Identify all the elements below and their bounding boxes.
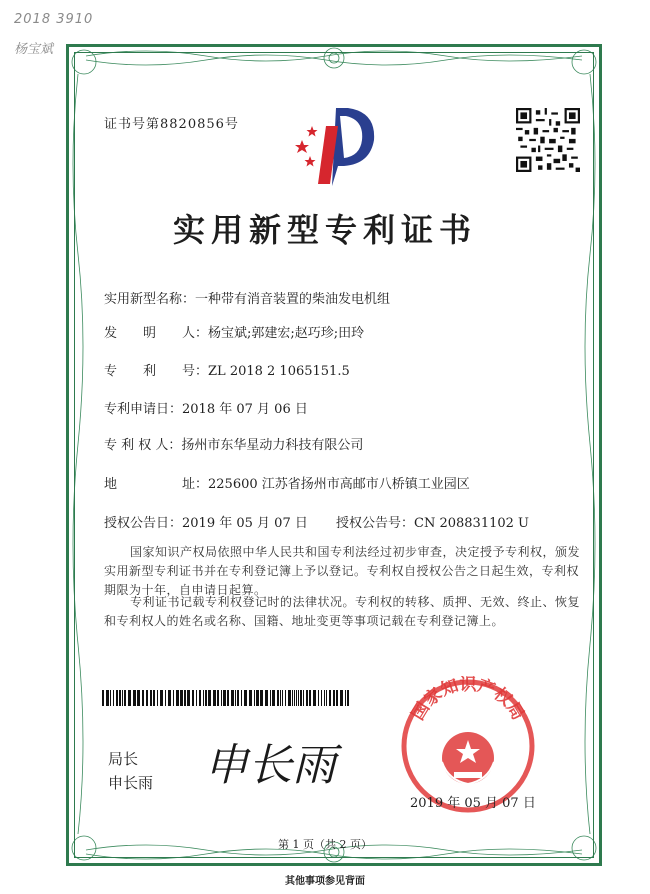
inventor-label: 发 明 人： (104, 326, 209, 341)
page-number: 第 1 页（共 2 页） (278, 838, 372, 851)
signature-text: 申长雨 (204, 740, 336, 791)
patent-office-logo-icon (288, 98, 380, 190)
inventor-value: 杨宝斌;郭建宏;赵巧珍;田玲 (208, 326, 365, 341)
seal-text: 国家知识产权局 (408, 676, 528, 724)
certificate-number (104, 113, 239, 132)
filing-date-value: 2018 年 07 月 06 日 (182, 402, 308, 417)
grant-date-row (104, 512, 308, 531)
utility-model-name-row (104, 288, 390, 307)
svg-text:国家知识产权局 (408, 676, 528, 724)
address-row (104, 473, 470, 492)
utility-model-name-value: 一种带有消音装置的柴油发电机组 (195, 292, 391, 307)
address-value: 225600 江苏省扬州市高邮市八桥镇工业园区 (208, 477, 470, 492)
certificate-number-label: 证书号第 (104, 117, 161, 132)
legal-status-paragraph: 专利证书记载专利权登记时的法律状况。专利权的转移、质押、无效、终止、恢复和专利权人的姓名或名称、国籍、地址变更等事项记载在专利登记簿上。 (104, 595, 581, 628)
grant-number-label: 授权公告号： (336, 516, 415, 531)
back-note: 其他事项参见背面 (285, 876, 365, 887)
filing-date-label: 专利申请日： (104, 402, 183, 417)
grant-date-label: 授权公告日： (104, 516, 183, 531)
patent-number-value: ZL 2018 2 1065151.5 (208, 364, 350, 379)
grant-number-value: CN 208831102 U (414, 516, 529, 531)
director-name: 申长雨 (108, 774, 154, 792)
director-signature (200, 728, 350, 798)
grant-number-row (336, 512, 529, 531)
grant-statement-paragraph: 国家知识产权局依照中华人民共和国专利法经过初步审查，决定授予专利权，颁发实用新型专利证书并在专利登记簿上予以登记。专利权自授权公告之日起生效，专利权期限为十年，自申请日起算。 (104, 545, 581, 597)
qr-code-icon (516, 108, 580, 172)
patent-number-row (104, 360, 350, 379)
page-title: 实用新型专利证书 (172, 211, 477, 249)
address-label: 地 址： (104, 477, 209, 492)
handwritten-note-number: 2018 3910 (14, 12, 94, 27)
inventor-row (104, 322, 364, 341)
barcode-icon (102, 690, 352, 706)
patent-number-label: 专 利 号： (104, 364, 209, 379)
certificate-number-value: 8820856 (160, 117, 225, 132)
certificate-number-suffix: 号 (224, 117, 239, 132)
filing-date-row (104, 398, 308, 417)
director-title: 局长 (108, 750, 139, 768)
patentee-label: 专 利 权 人： (104, 438, 182, 453)
handwritten-note-name: 杨宝斌 (14, 42, 54, 57)
seal-date: 2019 年 05 月 07 日 (410, 796, 536, 811)
utility-model-name-label: 实用新型名称： (104, 292, 196, 307)
patentee-value: 扬州市东华星动力科技有限公司 (181, 438, 364, 453)
grant-date-value: 2019 年 05 月 07 日 (182, 516, 308, 531)
patentee-row (104, 434, 363, 453)
